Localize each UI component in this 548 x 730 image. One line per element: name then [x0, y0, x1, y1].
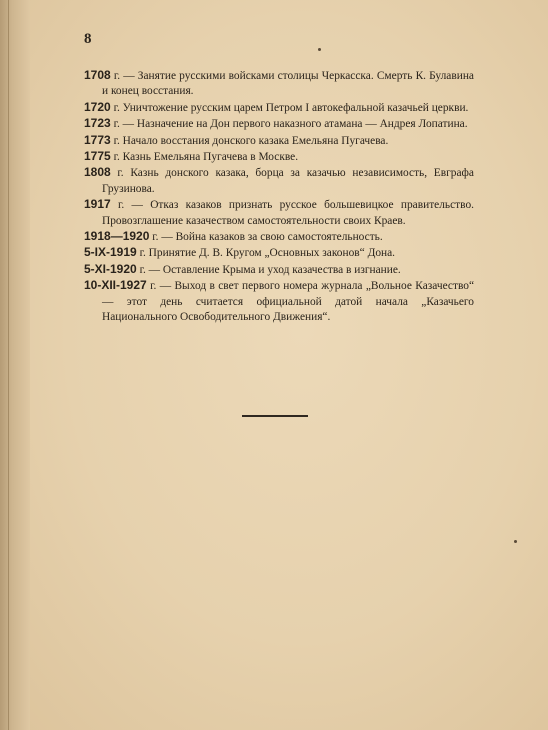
entry-year: 5-XI-1920 [84, 261, 137, 276]
paper-speck [514, 540, 517, 543]
entry-year: 1918—1920 [84, 229, 150, 244]
entry-text: г. — Выход в свет первого номера журнала „Вольное Казачество“ — этот день считается официальной датой начала „Казачьего Национального Освободительного Движения“. [102, 280, 474, 324]
entry-text: г. — Назначение на Дон первого наказного атамана — Андрея Лопатина. [113, 118, 468, 131]
entry-text: г. Принятие Д. В. Кругом „Основных законов“ Дона. [139, 247, 396, 260]
chronology-entry [84, 229, 474, 245]
section-divider [242, 415, 308, 417]
paper-speck [318, 48, 321, 51]
chronology-list [84, 68, 474, 326]
entry-year: 1708 [84, 68, 111, 82]
entry-year: 1723 [84, 116, 111, 131]
entry-text: г. Уничтожение русским царем Петром I автокефальной казачьей церкви. [113, 101, 469, 114]
chronology-entry [84, 68, 474, 100]
chronology-entry [84, 149, 474, 165]
chronology-entry [84, 197, 474, 229]
chronology-entry [84, 262, 474, 278]
chronology-entry [84, 278, 474, 325]
entry-text: г. — Занятие русскими войсками столицы Черкасска. Смерть К. Булавина и конец восстания. [102, 70, 474, 98]
entry-year: 1773 [84, 132, 111, 147]
entry-year: 1775 [84, 149, 111, 164]
entry-text: г. Казнь донского казака, борца за казачью независимость, Евграфа Грузинова. [102, 167, 474, 195]
binding-fold-line [8, 0, 9, 730]
entry-year: 1808 [84, 165, 111, 180]
entry-text: г. — Война казаков за свою самостоятельность. [152, 231, 383, 244]
entry-year: 1720 [84, 99, 111, 114]
chronology-entry [84, 116, 474, 132]
chronology-entry [84, 165, 474, 197]
chronology-entry [84, 133, 474, 149]
entry-text: г. — Отказ казаков признать русское большевицкое правительство. Провозглашение казачеством самостоятельности своих Краев. [102, 199, 474, 227]
entry-text: г. — Оставление Крыма и уход казачества в изгнание. [139, 263, 401, 276]
page-binding [0, 0, 30, 730]
chronology-entry [84, 100, 474, 116]
entry-text: г. Казнь Емельяна Пугачева в Москве. [113, 151, 299, 164]
entry-year: 5-IX-1919 [84, 245, 137, 260]
entry-year: 10-XII-1927 [84, 278, 147, 293]
entry-text: г. Начало восстания донского казака Емельяна Пугачева. [113, 134, 389, 147]
chronology-entry [84, 245, 474, 261]
page-number: 8 [84, 31, 92, 47]
entry-year: 1917 [84, 197, 111, 212]
